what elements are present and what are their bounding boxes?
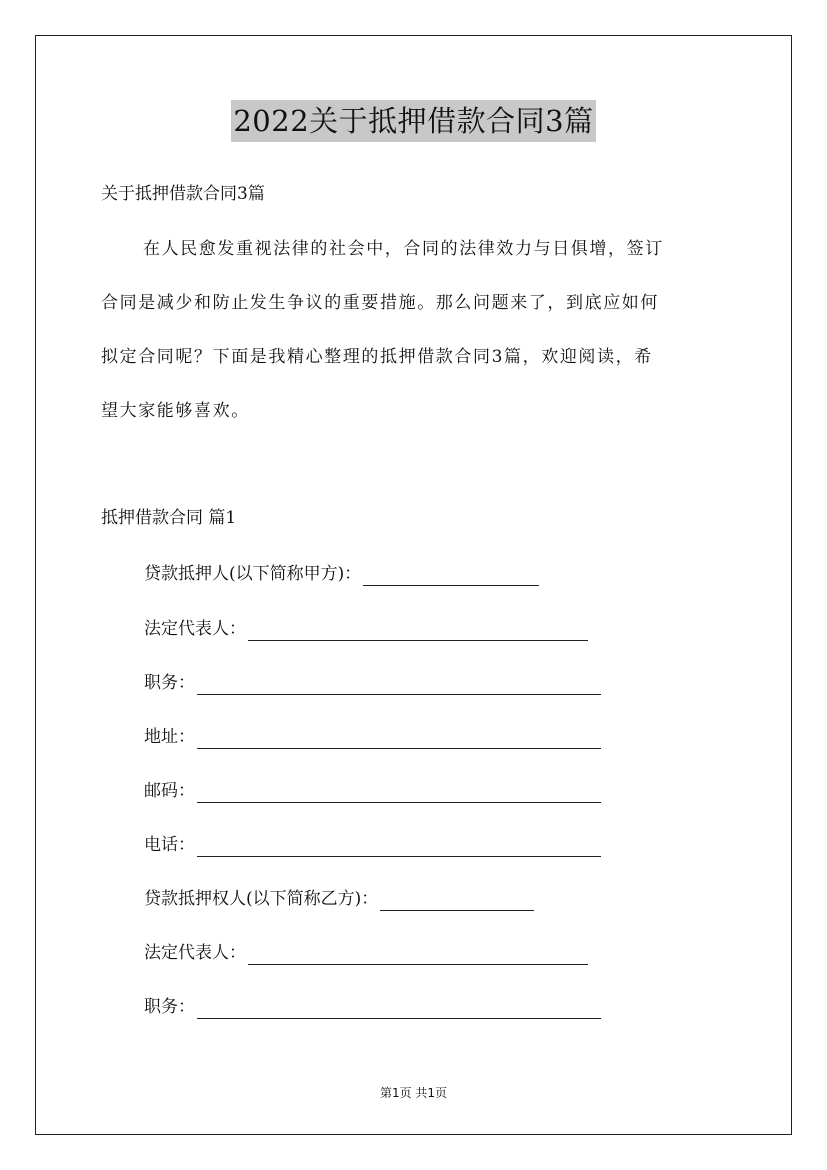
intro-paragraph — [101, 234, 727, 450]
field-label: 职务： — [144, 673, 195, 693]
blank-line — [363, 567, 539, 586]
section-heading: 抵押借款合同 篇1 — [101, 508, 237, 528]
blank-line — [197, 730, 601, 749]
field-row — [144, 562, 539, 586]
field-row — [144, 617, 588, 641]
field-label: 地址： — [144, 727, 195, 747]
blank-line — [248, 622, 588, 641]
intro-line-1: 在人民愈发重视法律的社会中，合同的法律效力与日俱增，签订 — [143, 239, 664, 259]
field-row — [144, 995, 601, 1019]
blank-line — [248, 946, 588, 965]
field-row — [144, 941, 588, 965]
title-wrap — [0, 100, 827, 142]
blank-line — [197, 838, 601, 857]
field-label: 邮码： — [144, 781, 195, 801]
field-label: 法定代表人： — [144, 619, 246, 639]
blank-line — [380, 892, 534, 911]
field-row — [144, 887, 534, 911]
field-row — [144, 725, 601, 749]
intro-line-2: 合同是减少和防止发生争议的重要措施。那么问题来了，到底应如何 — [101, 293, 659, 313]
field-label: 贷款抵押权人(以下简称乙方)： — [144, 889, 379, 909]
field-label: 贷款抵押人(以下简称甲方)： — [144, 564, 362, 584]
document-subtitle: 关于抵押借款合同3篇 — [101, 184, 265, 204]
field-label: 电话： — [144, 835, 195, 855]
blank-line — [197, 1000, 601, 1019]
document-title: 2022关于抵押借款合同3篇 — [231, 100, 595, 142]
field-row — [144, 833, 601, 857]
field-label: 法定代表人： — [144, 943, 246, 963]
intro-line-4: 望大家能够喜欢。 — [101, 401, 250, 421]
intro-line-3: 拟定合同呢？下面是我精心整理的抵押借款合同3篇，欢迎阅读，希 — [101, 347, 653, 367]
blank-line — [197, 676, 601, 695]
field-row — [144, 779, 601, 803]
field-row — [144, 671, 601, 695]
field-label: 职务： — [144, 997, 195, 1017]
page-footer: 第1页 共1页 — [379, 1086, 448, 1100]
blank-line — [197, 784, 601, 803]
